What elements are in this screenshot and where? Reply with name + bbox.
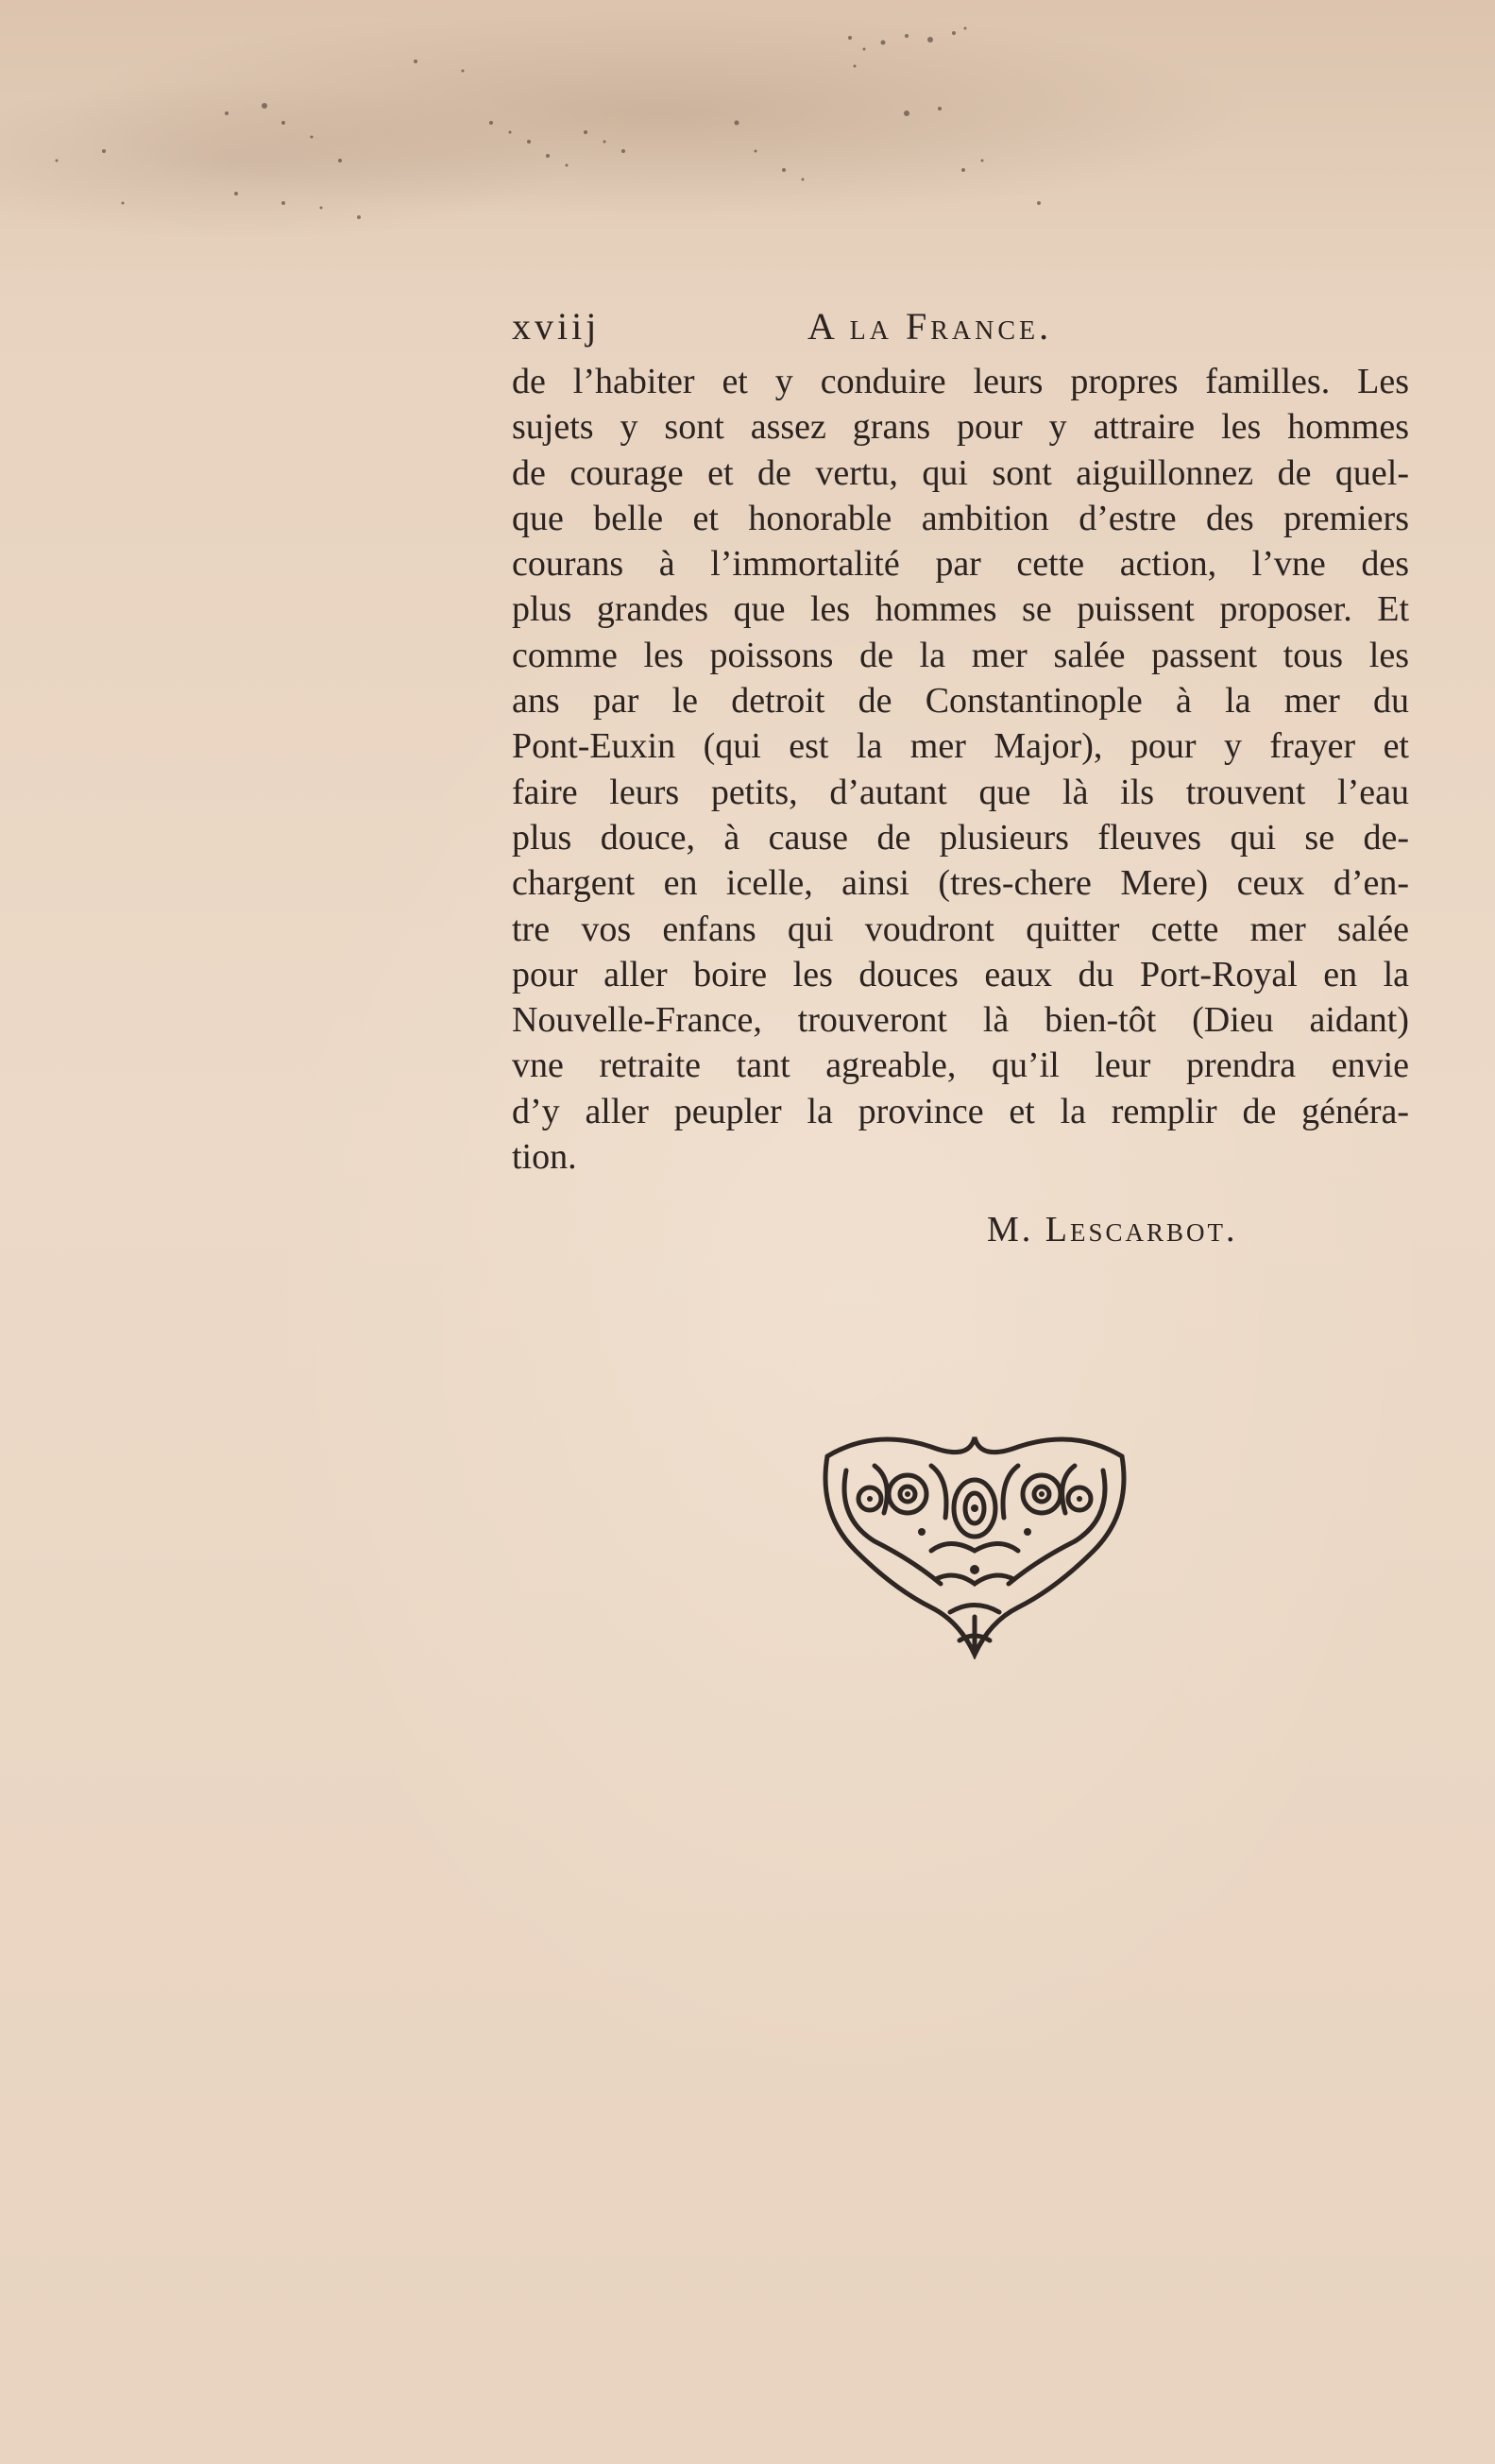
text-line: tre vos enfans qui voudront quitter cette mer salée — [512, 909, 1409, 949]
text-line: Nouvelle-France, trouveront là bien-tôt (Dieu aidant) — [512, 1000, 1409, 1041]
floral-tailpiece-ornament-icon — [818, 1428, 1131, 1659]
running-head-title: A la France. — [807, 305, 1053, 348]
text-line: plus douce, à cause de plusieurs fleuves qui se de- — [512, 817, 1409, 858]
running-head — [512, 304, 1409, 349]
text-line: chargent en icelle, ainsi (tres-chere Mere) ceux d’en- — [512, 863, 1409, 904]
text-line: sujets y sont assez grans pour y attraire les hommes — [512, 407, 1409, 448]
page-number: xviij — [512, 305, 601, 348]
foxing-specks — [0, 0, 1495, 302]
text-line: de courage et de vertu, qui sont aiguillonnez de quel- — [512, 452, 1409, 493]
body-paragraph — [512, 359, 1409, 1180]
text-line: tion. — [512, 1137, 577, 1178]
text-line: plus grandes que les hommes se puissent proposer. Et — [512, 589, 1409, 630]
text-line: ans par le detroit de Constantinople à la mer du — [512, 681, 1409, 722]
author-signature: M. Lescarbot. — [987, 1210, 1238, 1249]
text-line: pour aller boire les douces eaux du Port-Royal en la — [512, 954, 1409, 994]
text-line: comme les poissons de la mer salée passent tous les — [512, 635, 1409, 675]
text-line: faire leurs petits, d’autant que là ils trouvent l’eau — [512, 772, 1409, 812]
text-line: courans à l’immortalité par cette action, l’vne des — [512, 544, 1409, 585]
text-line: d’y aller peupler la province et la remplir de généra- — [512, 1091, 1409, 1131]
text-line: que belle et honorable ambition d’estre des premiers — [512, 498, 1409, 538]
text-line: Pont-Euxin (qui est la mer Major), pour y frayer et — [512, 726, 1409, 767]
text-line: vne retraite tant agreable, qu’il leur prendra envie — [512, 1045, 1409, 1086]
text-line: de l’habiter et y conduire leurs propres familles. Les — [512, 362, 1409, 401]
